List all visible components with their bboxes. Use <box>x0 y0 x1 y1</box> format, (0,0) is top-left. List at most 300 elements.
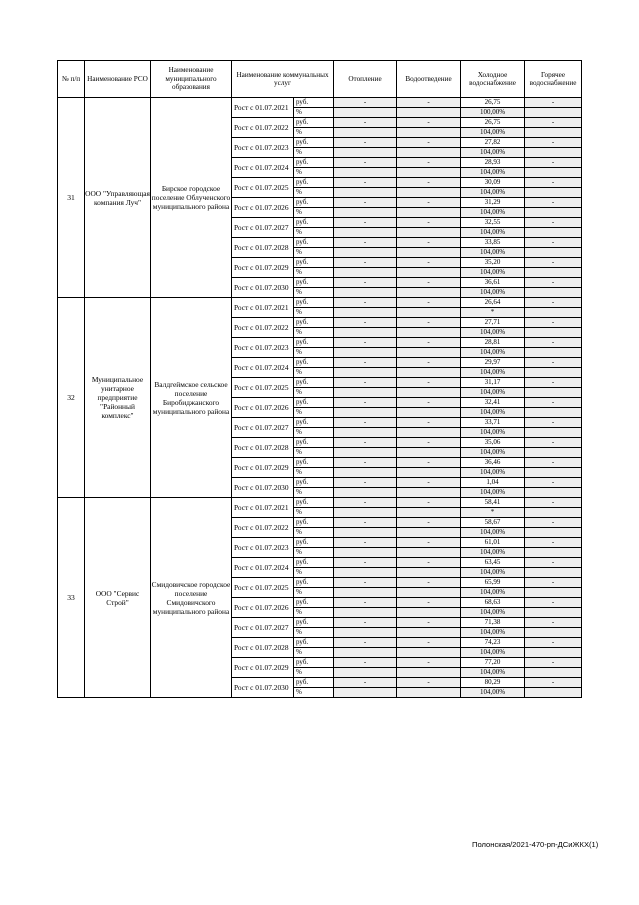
unit-rub: руб. <box>294 538 334 548</box>
period-label: Рост с 01.07.2025 <box>232 578 294 598</box>
cold-water-percent: * <box>461 308 525 318</box>
unit-rub: руб. <box>294 98 334 108</box>
period-label: Рост с 01.07.2025 <box>232 178 294 198</box>
unit-rub: руб. <box>294 238 334 248</box>
sewerage-value: - <box>397 218 461 228</box>
unit-rub: руб. <box>294 278 334 288</box>
heating-value: - <box>334 178 397 188</box>
unit-percent: % <box>294 568 334 578</box>
heating-percent <box>334 128 397 138</box>
unit-rub: руб. <box>294 258 334 268</box>
hot-water-value: - <box>525 98 582 108</box>
sewerage-percent <box>397 448 461 458</box>
hot-water-value: - <box>525 198 582 208</box>
sewerage-value: - <box>397 598 461 608</box>
heating-percent <box>334 108 397 118</box>
unit-percent: % <box>294 368 334 378</box>
cold-water-value: 80,29 <box>461 678 525 688</box>
rso-name: ООО "Управляющая компания Луч" <box>85 98 151 298</box>
unit-rub: руб. <box>294 318 334 328</box>
sewerage-value: - <box>397 258 461 268</box>
row-number: 32 <box>58 298 85 498</box>
sewerage-percent <box>397 188 461 198</box>
hot-water-value: - <box>525 118 582 128</box>
sewerage-percent <box>397 228 461 238</box>
header-heating: Отопление <box>334 61 397 98</box>
unit-rub: руб. <box>294 658 334 668</box>
period-label: Рост с 01.07.2028 <box>232 238 294 258</box>
unit-rub: руб. <box>294 558 334 568</box>
unit-percent: % <box>294 188 334 198</box>
hot-water-percent <box>525 688 582 698</box>
cold-water-value: 77,20 <box>461 658 525 668</box>
sewerage-value: - <box>397 378 461 388</box>
hot-water-percent <box>525 228 582 238</box>
cold-water-value: 35,06 <box>461 438 525 448</box>
heating-value: - <box>334 238 397 248</box>
row-number: 33 <box>58 498 85 698</box>
cold-water-value: 32,41 <box>461 398 525 408</box>
hot-water-value: - <box>525 338 582 348</box>
heating-value: - <box>334 98 397 108</box>
unit-rub: руб. <box>294 218 334 228</box>
cold-water-value: 29,97 <box>461 358 525 368</box>
heating-percent <box>334 208 397 218</box>
heating-value: - <box>334 398 397 408</box>
heating-value: - <box>334 358 397 368</box>
cold-water-percent: 104,00% <box>461 588 525 598</box>
hot-water-percent <box>525 648 582 658</box>
hot-water-percent <box>525 148 582 158</box>
hot-water-percent <box>525 488 582 498</box>
cold-water-value: 58,67 <box>461 518 525 528</box>
hot-water-percent <box>525 248 582 258</box>
hot-water-value: - <box>525 478 582 488</box>
sewerage-value: - <box>397 278 461 288</box>
cold-water-value: 28,93 <box>461 158 525 168</box>
sewerage-percent <box>397 628 461 638</box>
heating-percent <box>334 588 397 598</box>
sewerage-percent <box>397 128 461 138</box>
unit-percent: % <box>294 128 334 138</box>
sewerage-value: - <box>397 118 461 128</box>
unit-rub: руб. <box>294 398 334 408</box>
unit-rub: руб. <box>294 498 334 508</box>
heating-percent <box>334 608 397 618</box>
hot-water-percent <box>525 168 582 178</box>
period-label: Рост с 01.07.2027 <box>232 418 294 438</box>
header-hot-water: Горячее водоснабжение <box>525 61 582 98</box>
period-label: Рост с 01.07.2025 <box>232 378 294 398</box>
heating-value: - <box>334 598 397 608</box>
document-footer-reference: Полонская/2021-470-рп-ДСиЖКХ(1) <box>472 840 599 849</box>
cold-water-value: 36,46 <box>461 458 525 468</box>
heating-value: - <box>334 498 397 508</box>
unit-percent: % <box>294 428 334 438</box>
sewerage-value: - <box>397 618 461 628</box>
cold-water-percent: 104,00% <box>461 648 525 658</box>
period-label: Рост с 01.07.2024 <box>232 158 294 178</box>
unit-rub: руб. <box>294 118 334 128</box>
unit-percent: % <box>294 608 334 618</box>
cold-water-value: 68,63 <box>461 598 525 608</box>
hot-water-percent <box>525 568 582 578</box>
sewerage-percent <box>397 288 461 298</box>
table-row <box>58 98 582 108</box>
heating-value: - <box>334 418 397 428</box>
sewerage-value: - <box>397 478 461 488</box>
hot-water-percent <box>525 348 582 358</box>
sewerage-percent <box>397 588 461 598</box>
hot-water-value: - <box>525 618 582 628</box>
unit-rub: руб. <box>294 418 334 428</box>
table-header-row <box>58 61 582 98</box>
cold-water-percent: 104,00% <box>461 188 525 198</box>
heating-percent <box>334 188 397 198</box>
hot-water-value: - <box>525 418 582 428</box>
heating-percent <box>334 568 397 578</box>
unit-percent: % <box>294 468 334 478</box>
cold-water-percent: 104,00% <box>461 628 525 638</box>
heating-percent <box>334 648 397 658</box>
hot-water-value: - <box>525 158 582 168</box>
heating-percent <box>334 488 397 498</box>
unit-percent: % <box>294 488 334 498</box>
sewerage-value: - <box>397 658 461 668</box>
cold-water-percent: 104,00% <box>461 528 525 538</box>
hot-water-value: - <box>525 358 582 368</box>
header-services: Наименование коммунальных услуг <box>232 61 334 98</box>
cold-water-percent: 104,00% <box>461 468 525 478</box>
sewerage-value: - <box>397 338 461 348</box>
period-label: Рост с 01.07.2029 <box>232 458 294 478</box>
cold-water-percent: 104,00% <box>461 428 525 438</box>
cold-water-value: 36,61 <box>461 278 525 288</box>
period-label: Рост с 01.07.2030 <box>232 478 294 498</box>
unit-rub: руб. <box>294 458 334 468</box>
period-label: Рост с 01.07.2023 <box>232 538 294 558</box>
cold-water-value: 30,09 <box>461 178 525 188</box>
sewerage-percent <box>397 468 461 478</box>
cold-water-value: 35,20 <box>461 258 525 268</box>
sewerage-value: - <box>397 558 461 568</box>
hot-water-percent <box>525 288 582 298</box>
cold-water-value: 1,04 <box>461 478 525 488</box>
sewerage-value: - <box>397 678 461 688</box>
sewerage-percent <box>397 168 461 178</box>
sewerage-value: - <box>397 538 461 548</box>
period-label: Рост с 01.07.2030 <box>232 278 294 298</box>
hot-water-value: - <box>525 538 582 548</box>
header-sewerage: Водоотведение <box>397 61 461 98</box>
hot-water-percent <box>525 408 582 418</box>
hot-water-percent <box>525 608 582 618</box>
sewerage-value: - <box>397 318 461 328</box>
unit-percent: % <box>294 228 334 238</box>
heating-value: - <box>334 458 397 468</box>
hot-water-percent <box>525 548 582 558</box>
heating-percent <box>334 508 397 518</box>
hot-water-percent <box>525 328 582 338</box>
cold-water-percent: 104,00% <box>461 608 525 618</box>
cold-water-value: 26,64 <box>461 298 525 308</box>
unit-percent: % <box>294 688 334 698</box>
unit-rub: руб. <box>294 338 334 348</box>
unit-percent: % <box>294 408 334 418</box>
tariff-document <box>57 60 581 698</box>
unit-rub: руб. <box>294 638 334 648</box>
sewerage-percent <box>397 328 461 338</box>
heating-percent <box>334 408 397 418</box>
hot-water-percent <box>525 188 582 198</box>
period-label: Рост с 01.07.2021 <box>232 298 294 318</box>
heating-percent <box>334 388 397 398</box>
unit-percent: % <box>294 108 334 118</box>
heating-percent <box>334 268 397 278</box>
period-label: Рост с 01.07.2029 <box>232 258 294 278</box>
hot-water-value: - <box>525 278 582 288</box>
unit-percent: % <box>294 628 334 638</box>
heating-percent <box>334 148 397 158</box>
heating-value: - <box>334 118 397 128</box>
hot-water-value: - <box>525 298 582 308</box>
period-label: Рост с 01.07.2027 <box>232 218 294 238</box>
hot-water-percent <box>525 428 582 438</box>
heating-percent <box>334 528 397 538</box>
hot-water-value: - <box>525 238 582 248</box>
unit-percent: % <box>294 148 334 158</box>
heating-value: - <box>334 678 397 688</box>
period-label: Рост с 01.07.2028 <box>232 438 294 458</box>
sewerage-value: - <box>397 238 461 248</box>
sewerage-percent <box>397 668 461 678</box>
cold-water-value: 33,71 <box>461 418 525 428</box>
hot-water-value: - <box>525 498 582 508</box>
sewerage-value: - <box>397 138 461 148</box>
unit-percent: % <box>294 508 334 518</box>
period-label: Рост с 01.07.2021 <box>232 98 294 118</box>
sewerage-value: - <box>397 158 461 168</box>
cold-water-value: 31,17 <box>461 378 525 388</box>
hot-water-value: - <box>525 458 582 468</box>
sewerage-value: - <box>397 358 461 368</box>
sewerage-percent <box>397 108 461 118</box>
cold-water-percent: 104,00% <box>461 228 525 238</box>
heating-value: - <box>334 198 397 208</box>
hot-water-percent <box>525 668 582 678</box>
sewerage-percent <box>397 508 461 518</box>
unit-rub: руб. <box>294 578 334 588</box>
rso-name: ООО "Сервис Строй" <box>85 498 151 698</box>
cold-water-value: 26,75 <box>461 98 525 108</box>
period-label: Рост с 01.07.2026 <box>232 598 294 618</box>
cold-water-percent: 104,00% <box>461 268 525 278</box>
period-label: Рост с 01.07.2024 <box>232 358 294 378</box>
unit-percent: % <box>294 168 334 178</box>
hot-water-percent <box>525 128 582 138</box>
hot-water-value: - <box>525 658 582 668</box>
period-label: Рост с 01.07.2026 <box>232 398 294 418</box>
heating-percent <box>334 308 397 318</box>
hot-water-value: - <box>525 178 582 188</box>
heating-percent <box>334 368 397 378</box>
sewerage-percent <box>397 428 461 438</box>
header-municipality: Наименование муниципального образования <box>151 61 232 98</box>
heating-value: - <box>334 298 397 308</box>
hot-water-value: - <box>525 678 582 688</box>
heating-value: - <box>334 318 397 328</box>
heating-percent <box>334 448 397 458</box>
unit-rub: руб. <box>294 618 334 628</box>
cold-water-percent: 104,00% <box>461 168 525 178</box>
hot-water-percent <box>525 108 582 118</box>
cold-water-value: 63,45 <box>461 558 525 568</box>
sewerage-percent <box>397 488 461 498</box>
cold-water-value: 58,41 <box>461 498 525 508</box>
unit-percent: % <box>294 388 334 398</box>
cold-water-percent: 104,00% <box>461 328 525 338</box>
sewerage-percent <box>397 368 461 378</box>
period-label: Рост с 01.07.2023 <box>232 138 294 158</box>
unit-percent: % <box>294 548 334 558</box>
sewerage-percent <box>397 148 461 158</box>
hot-water-value: - <box>525 378 582 388</box>
unit-rub: руб. <box>294 438 334 448</box>
sewerage-value: - <box>397 638 461 648</box>
unit-rub: руб. <box>294 358 334 368</box>
sewerage-value: - <box>397 518 461 528</box>
heating-value: - <box>334 158 397 168</box>
cold-water-percent: 104,00% <box>461 488 525 498</box>
unit-percent: % <box>294 208 334 218</box>
heating-value: - <box>334 378 397 388</box>
hot-water-percent <box>525 308 582 318</box>
unit-percent: % <box>294 588 334 598</box>
unit-percent: % <box>294 348 334 358</box>
heating-percent <box>334 468 397 478</box>
heating-percent <box>334 428 397 438</box>
cold-water-value: 31,29 <box>461 198 525 208</box>
unit-rub: руб. <box>294 518 334 528</box>
sewerage-value: - <box>397 578 461 588</box>
cold-water-percent: 104,00% <box>461 128 525 138</box>
sewerage-percent <box>397 608 461 618</box>
heating-value: - <box>334 658 397 668</box>
hot-water-percent <box>525 628 582 638</box>
heating-value: - <box>334 558 397 568</box>
heating-percent <box>334 248 397 258</box>
period-label: Рост с 01.07.2027 <box>232 618 294 638</box>
heating-value: - <box>334 278 397 288</box>
municipality-name: Валдгеймское сельское поселение Биробиджанского муниципального района <box>151 298 232 498</box>
municipality-name: Смидовичское городское поселение Смидовичского муниципального района <box>151 498 232 698</box>
cold-water-value: 32,55 <box>461 218 525 228</box>
heating-value: - <box>334 218 397 228</box>
heating-value: - <box>334 538 397 548</box>
heating-value: - <box>334 338 397 348</box>
heating-value: - <box>334 138 397 148</box>
period-label: Рост с 01.07.2028 <box>232 638 294 658</box>
cold-water-percent: 100,00% <box>461 108 525 118</box>
unit-rub: руб. <box>294 678 334 688</box>
hot-water-percent <box>525 468 582 478</box>
table-row <box>58 498 582 508</box>
cold-water-percent: 104,00% <box>461 548 525 558</box>
hot-water-percent <box>525 368 582 378</box>
hot-water-value: - <box>525 438 582 448</box>
tariff-table <box>57 60 582 698</box>
heating-percent <box>334 228 397 238</box>
header-rso: Наименование РСО <box>85 61 151 98</box>
hot-water-value: - <box>525 398 582 408</box>
heating-percent <box>334 328 397 338</box>
cold-water-value: 26,75 <box>461 118 525 128</box>
sewerage-percent <box>397 348 461 358</box>
sewerage-percent <box>397 648 461 658</box>
heating-percent <box>334 668 397 678</box>
period-label: Рост с 01.07.2026 <box>232 198 294 218</box>
cold-water-percent: 104,00% <box>461 448 525 458</box>
sewerage-value: - <box>397 298 461 308</box>
sewerage-percent <box>397 268 461 278</box>
header-num: № п/п <box>58 61 85 98</box>
cold-water-percent: 104,00% <box>461 288 525 298</box>
hot-water-value: - <box>525 318 582 328</box>
sewerage-value: - <box>397 418 461 428</box>
sewerage-percent <box>397 248 461 258</box>
hot-water-value: - <box>525 218 582 228</box>
cold-water-percent: 104,00% <box>461 668 525 678</box>
hot-water-percent <box>525 268 582 278</box>
hot-water-percent <box>525 508 582 518</box>
hot-water-percent <box>525 528 582 538</box>
period-label: Рост с 01.07.2030 <box>232 678 294 698</box>
rso-name: Муниципальное унитарное предприятие "Районный комплекс" <box>85 298 151 498</box>
unit-rub: руб. <box>294 478 334 488</box>
sewerage-percent <box>397 208 461 218</box>
table-body <box>58 98 582 698</box>
unit-percent: % <box>294 248 334 258</box>
sewerage-percent <box>397 408 461 418</box>
municipality-name: Бирское городское поселение Облученского муниципального района <box>151 98 232 298</box>
hot-water-value: - <box>525 258 582 268</box>
heating-percent <box>334 548 397 558</box>
cold-water-percent: * <box>461 508 525 518</box>
cold-water-value: 27,82 <box>461 138 525 148</box>
hot-water-value: - <box>525 518 582 528</box>
heating-percent <box>334 688 397 698</box>
period-label: Рост с 01.07.2024 <box>232 558 294 578</box>
heating-percent <box>334 168 397 178</box>
cold-water-percent: 104,00% <box>461 388 525 398</box>
table-row <box>58 298 582 308</box>
heating-value: - <box>334 638 397 648</box>
period-label: Рост с 01.07.2022 <box>232 118 294 138</box>
sewerage-percent <box>397 388 461 398</box>
cold-water-value: 27,71 <box>461 318 525 328</box>
unit-percent: % <box>294 288 334 298</box>
unit-rub: руб. <box>294 198 334 208</box>
header-cold-water: Холодное водоснабжение <box>461 61 525 98</box>
hot-water-value: - <box>525 558 582 568</box>
unit-percent: % <box>294 648 334 658</box>
hot-water-percent <box>525 208 582 218</box>
cold-water-value: 65,99 <box>461 578 525 588</box>
sewerage-percent <box>397 528 461 538</box>
hot-water-value: - <box>525 598 582 608</box>
cold-water-percent: 104,00% <box>461 408 525 418</box>
sewerage-percent <box>397 548 461 558</box>
